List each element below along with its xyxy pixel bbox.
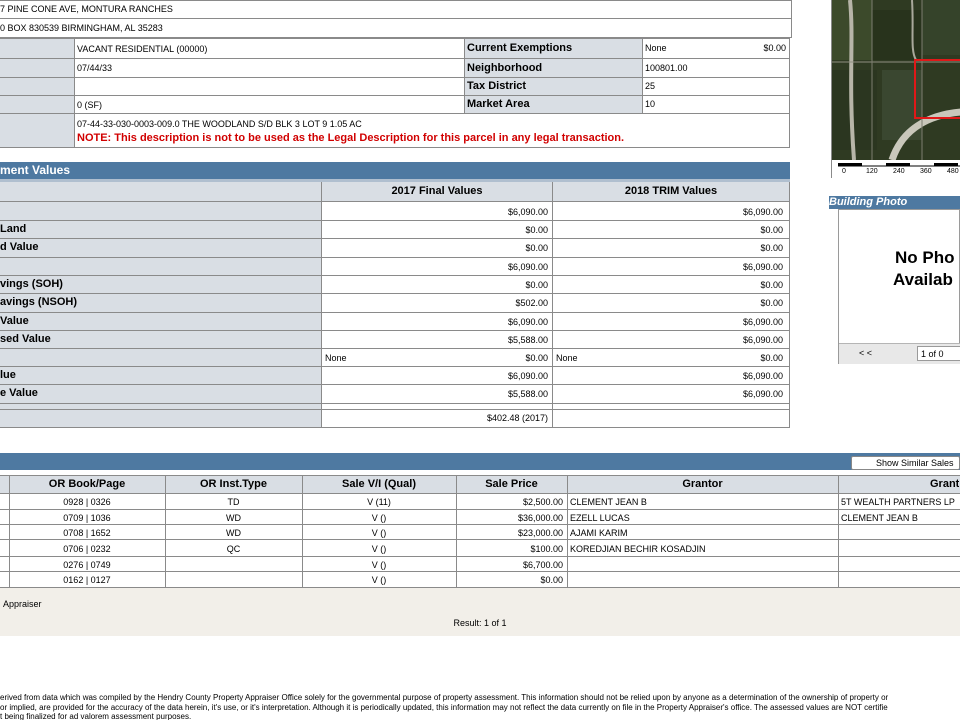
value-label: e Value — [0, 387, 38, 399]
neighborhood-label: Neighborhood — [467, 62, 543, 74]
sale-type: TD — [227, 497, 240, 507]
current-exemptions-amount: $0.00 — [763, 43, 786, 53]
value-label: sed Value — [0, 333, 51, 345]
sale-price: $23,000.00 — [517, 528, 563, 538]
value-2017: $0.00 — [525, 225, 548, 235]
sale-grantor: AJAMI KARIM — [570, 528, 628, 538]
sale-grantee: CLEMENT JEAN B — [841, 513, 918, 523]
photo-prev-button[interactable]: < < — [859, 348, 873, 358]
sale-book: 0708 | 1652 — [63, 528, 111, 538]
sale-price: $0.00 — [540, 575, 563, 585]
sale-book: 0276 | 0749 — [63, 560, 111, 570]
no-photo-line1: No Pho — [895, 248, 955, 267]
value-label: Value — [0, 315, 29, 327]
result-count: Result: 1 of 1 — [453, 618, 507, 628]
sale-price: $36,000.00 — [517, 513, 563, 523]
current-exemptions-value: None — [645, 43, 667, 53]
sale-vi: V () — [371, 544, 387, 554]
building-area-value: 0 (SF) — [77, 100, 103, 110]
sale-vi: V () — [371, 560, 387, 570]
str-value: 07/44/33 — [77, 63, 113, 73]
sale-book: 0709 | 1036 — [63, 513, 111, 523]
sales-header-vi: Sale V/I (Qual) — [342, 478, 416, 490]
no-photo-line2: Availab — [893, 270, 953, 289]
disclaimer-line3: t being finalized for ad valorem assessment purposes. — [0, 712, 192, 720]
photo-counter: 1 of 0 — [921, 349, 944, 359]
exemption-note-2018: None — [556, 353, 578, 363]
sale-vi: V () — [371, 528, 387, 538]
sale-book: 0928 | 0326 — [63, 497, 111, 507]
scale-tick-0: 0 — [842, 168, 846, 175]
owner-address-line2: 0 BOX 830539 BIRMINGHAM, AL 35283 — [0, 23, 163, 33]
sale-vi: V () — [371, 513, 387, 523]
sale-grantor: KOREDJIAN BECHIR KOSADJIN — [570, 544, 706, 554]
building-photo-title: Building Photo — [829, 196, 908, 208]
exemption-note-2017: None — [325, 353, 347, 363]
scale-tick-480: 480 — [947, 168, 959, 175]
value-2017: $6,090.00 — [507, 207, 548, 217]
tax-district-value: 25 — [645, 81, 656, 91]
value-2017: $0.00 — [525, 243, 548, 253]
appraiser-link[interactable]: Appraiser — [3, 599, 42, 609]
sale-price: $2,500.00 — [522, 497, 563, 507]
sale-type: QC — [226, 544, 241, 554]
scale-tick-120: 120 — [866, 168, 878, 175]
value-label: lue — [0, 369, 16, 381]
market-area-value: 10 — [645, 99, 656, 109]
sale-price: $100.00 — [530, 544, 563, 554]
neighborhood-value: 100801.00 — [645, 63, 688, 73]
disclaimer-line1: erived from data which was compiled by the Hendry County Property Appraiser Office solely for the governmental purpose of property assessment. This information should not be relied upon by anyone as a determination of the ownership of property or — [0, 693, 889, 702]
use-code-value: VACANT RESIDENTIAL (00000) — [77, 44, 208, 54]
show-similar-sales-button[interactable]: Show Similar Sales — [851, 456, 960, 470]
tax-district-label: Tax District — [467, 80, 527, 92]
legal-note: NOTE: This description is not to be used as the Legal Description for this parcel in any legal transaction. — [77, 132, 625, 144]
legal-description: 07-44-33-030-0003-009.0 THE WOODLAND S/D BLK 3 LOT 9 1.05 AC — [77, 119, 362, 129]
value-2018: $6,090.00 — [742, 371, 783, 381]
sale-book: 0162 | 0127 — [63, 575, 111, 585]
values-col-2017: 2017 Final Values — [391, 185, 483, 197]
sales-header-grantee: Grant — [930, 478, 960, 490]
market-area-label: Market Area — [467, 98, 530, 110]
scale-tick-360: 360 — [920, 168, 932, 175]
values-section-title: ment Values — [0, 163, 71, 177]
sale-book: 0706 | 0232 — [63, 544, 111, 554]
disclaimer-line2: or implied, are provided for the accuracy of the data herein, it's use, or it's interpretation. Although it is periodically updated, this information may not reflect the data currently on file in the Property Appraiser's office. The assessed values are NOT certifie — [0, 703, 888, 712]
value-2017: $6,090.00 — [507, 371, 548, 381]
value-2017: $0.00 — [525, 353, 548, 363]
sale-vi: V (11) — [367, 497, 391, 507]
value-2018: $0.00 — [760, 225, 783, 235]
value-2017: $5,588.00 — [507, 389, 548, 399]
sales-header-grantor: Grantor — [682, 478, 723, 490]
value-2017: $6,090.00 — [507, 317, 548, 327]
value-2018: $6,090.00 — [742, 262, 783, 272]
owner-address-line1: 7 PINE CONE AVE, MONTURA RANCHES — [0, 4, 173, 14]
sale-price: $6,700.00 — [522, 560, 563, 570]
value-2017: $5,588.00 — [507, 335, 548, 345]
scale-tick-240: 240 — [893, 168, 905, 175]
value-2017: $0.00 — [525, 280, 548, 290]
sale-grantor: EZELL LUCAS — [570, 513, 630, 523]
sale-grantee: 5T WEALTH PARTNERS LP — [841, 497, 955, 507]
sale-type: WD — [226, 528, 241, 538]
sales-header-type: OR Inst.Type — [199, 478, 268, 490]
value-2017: $6,090.00 — [507, 262, 548, 272]
sales-header-book: OR Book/Page — [48, 478, 126, 490]
current-exemptions-label: Current Exemptions — [467, 42, 573, 54]
sale-grantor: CLEMENT JEAN B — [570, 497, 647, 507]
sale-type: WD — [226, 513, 241, 523]
value-label: avings (NSOH) — [0, 296, 78, 308]
taxes-2017: $402.48 (2017) — [486, 413, 548, 423]
value-2018: $6,090.00 — [742, 335, 783, 345]
value-2018: $6,090.00 — [742, 317, 783, 327]
value-label: d Value — [0, 241, 39, 253]
aerial-map-image[interactable] — [832, 0, 960, 178]
value-2018: $6,090.00 — [742, 207, 783, 217]
value-2018: $6,090.00 — [742, 389, 783, 399]
value-label: vings (SOH) — [0, 278, 63, 290]
value-label: Land — [0, 223, 27, 235]
value-2018: $0.00 — [760, 243, 783, 253]
value-2017: $502.00 — [515, 298, 548, 308]
sales-header-price: Sale Price — [485, 478, 538, 490]
parcel-map[interactable] — [831, 0, 960, 178]
sale-vi: V () — [371, 575, 387, 585]
value-2018: $0.00 — [760, 353, 783, 363]
value-2018: $0.00 — [760, 280, 783, 290]
values-col-2018: 2018 TRIM Values — [624, 185, 718, 197]
value-2018: $0.00 — [760, 298, 783, 308]
